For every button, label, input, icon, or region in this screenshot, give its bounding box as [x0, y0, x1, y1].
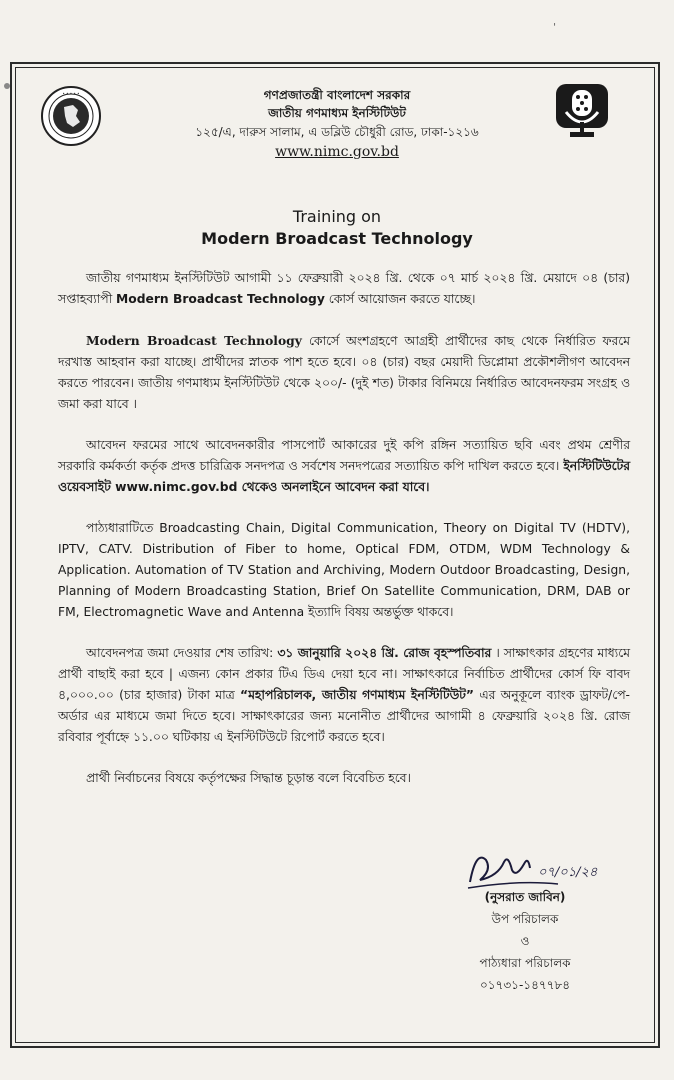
- para4-text: পাঠ্যধারাটিতে Broadcasting Chain, Digital Communication, Theory on Digital TV (HDTV), IPTV, CATV. Distribution of Fiber to home, Optical FDM, OTDM, WDM Technology & Application. Automation of TV Station and Archiving, Modern Outdoor Broadcasting, Design, Planning of Modern Broadcasting Station, Brief On Satellite Communication, DRM, DAB or FM, Electromagnetic Wave and Antenna ইত্যাদি বিষয় অন্তর্ভুক্ত থাকবে।: [58, 521, 630, 619]
- para1-text-a: জাতীয় গণমাধ্যম ইনস্টিটিউট আগামী ১১ ফেব্রুয়ারী ২০২৪ খ্রি. থেকে ০৭ মার্চ ২০২৪ খ্রি. মেয়াদে ০৪ (চার) সপ্তাহব্যাপী: [58, 271, 630, 306]
- para5-payee: “মহাপরিচালক, জাতীয় গণমাধ্যম ইনস্টিটিউট”: [240, 688, 474, 702]
- para5-text-c: এর অনুকূলে ব্যাংক ড্রাফট/পে-অর্ডার এর মাধ্যমে জমা দিতে হবে। সাক্ষাৎকারের জন্য মনোনীত প্রার্থীদের আগামী ৪ ফেব্রুয়ারি ২০২৪ খ্রি. রোজ রবিবার পূর্বাহ্নে ১১.০০ ঘটিকায় এ ইনস্টিটিউটে রিপোর্ট করতে হবে।: [58, 688, 630, 744]
- para5-text-b: । সাক্ষাৎকার গ্রহণের মাধ্যমে প্রার্থী বাছাই করা হবে | এজন্য কোন প্রকার টিএ ডিএ দেয়া হবে না। সাক্ষাৎকারে নির্বাচিত প্রার্থীদের কোর্স ফি বাবদ ৪,০০০.০০ (চার হাজার) টাকা মাত্র: [58, 646, 630, 702]
- para3-text: আবেদন ফরমের সাথে আবেদনকারীর পাসপোর্ট আকারের দুই কপি রঙ্গিন সত্যায়িত ছবি এবং প্রথম শ্রেণীর সরকারি কর্মকর্তা কর্তৃক প্রদত্ত চারিত্রিক সনদপত্র ও সর্বশেষ সনদপত্রের সত্যায়িত কপি দাখিল করতে হবে।: [58, 438, 630, 473]
- signatory-designation: উপ পরিচালক: [491, 912, 559, 926]
- signature-date: ০৭/০১/২৪: [538, 865, 598, 880]
- paragraph-deadline: [58, 643, 630, 748]
- para5-text-a: আবেদনপত্র জমা দেওয়ার শেষ তারিখ:: [86, 646, 274, 660]
- para2-course-name: Modern Broadcast Technology: [86, 333, 302, 348]
- institute-address: ১২৫/এ, দারুস সালাম, এ ডব্লিউ চৌধুরী রোড, ঢাকা-১২১৬: [195, 125, 479, 139]
- institute-name: জাতীয় গণমাধ্যম ইনস্টিটিউট: [268, 106, 406, 120]
- letterhead: [0, 86, 674, 162]
- stray-mark: ': [553, 22, 556, 33]
- title-line-2: Modern Broadcast Technology: [201, 229, 473, 248]
- notice-body: [58, 268, 630, 809]
- institute-website[interactable]: www.nimc.gov.bd: [275, 144, 399, 160]
- signatory-role: পাঠ্যধারা পরিচালক: [479, 956, 571, 970]
- paragraph-decision: [58, 768, 630, 789]
- para2-text: কোর্সে অংশগ্রহণে আগ্রহী প্রার্থীদের কাছ থেকে নির্ধারিত ফরমে দরখাস্ত আহবান করা যাচ্ছে। প্রার্থীদের স্নাতক পাশ হতে হবে। ০৪ (চার) বছর মেয়াদী ডিপ্লোমা প্রকৌশলীগণ আবেদন করতে পারবেন। জাতীয় গণমাধ্যম ইনস্টিটিউট থেকে ২০০/- (দুই শত) টাকার বিনিময়ে নির্ধারিত আবেদনফরম সংগ্রহ ও জমা করা যাবে ।: [58, 334, 630, 411]
- paragraph-documents: [58, 435, 630, 498]
- signature-block: [440, 886, 610, 996]
- signatory-and: ও: [520, 934, 530, 948]
- signatory-name: (নুসরাত জাবিন): [484, 890, 566, 904]
- paragraph-announcement: [58, 268, 630, 310]
- para1-text-b: কোর্স আয়োজন করতে যাচ্ছে।: [328, 292, 476, 306]
- paragraph-syllabus: [58, 518, 630, 623]
- signatory-phone: ০১৭৩১-১৪৭৭৮৪: [479, 978, 571, 992]
- title-line-1: Training on: [292, 207, 382, 226]
- paragraph-eligibility: [58, 330, 630, 415]
- para3-online-apply: ইনস্টিটিউটের ওয়েবসাইট www.nimc.gov.bd থেকেও অনলাইনে আবেদন করা যাবে।: [58, 459, 630, 494]
- para5-deadline: ৩১ জানুয়ারি ২০২৪ খ্রি. রোজ বৃহস্পতিবার: [277, 646, 492, 660]
- para6-text: প্রার্থী নির্বাচনের বিষয়ে কর্তৃপক্ষের সিদ্ধান্ত চূড়ান্ত বলে বিবেচিত হবে।: [86, 771, 411, 785]
- svg-text:• • • • •: • • • • •: [62, 91, 80, 96]
- notice-title: [0, 206, 674, 250]
- govt-name: গণপ্রজাতন্ত্রী বাংলাদেশ সরকার: [263, 88, 411, 102]
- para1-course-name: Modern Broadcast Technology: [116, 292, 325, 306]
